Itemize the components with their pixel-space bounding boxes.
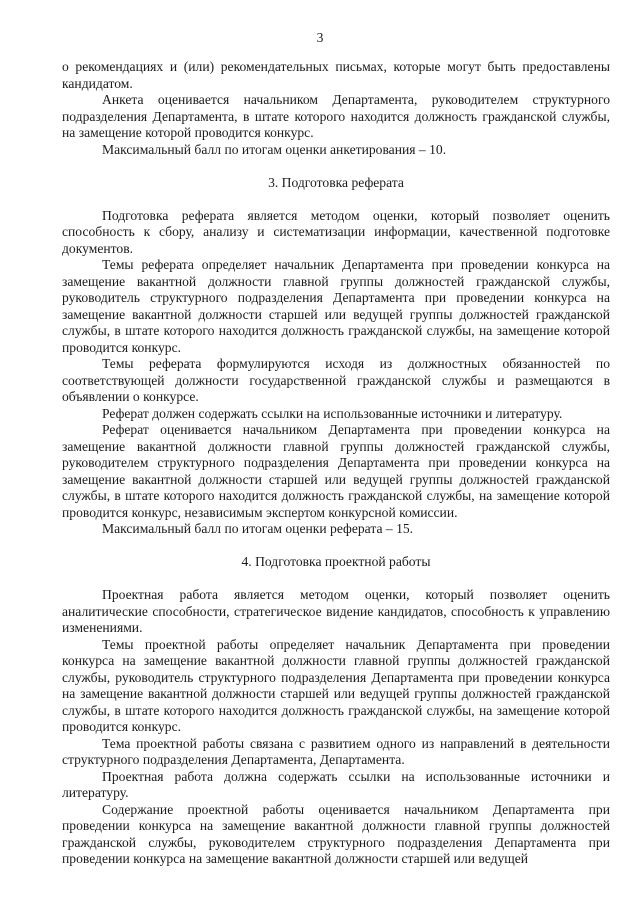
section-3-paragraph: Максимальный балл по итогам оценки реферата – 15. — [102, 521, 414, 536]
section-3-heading: 3. Подготовка реферата — [268, 174, 404, 190]
spacer — [62, 158, 610, 175]
spacer — [62, 191, 610, 208]
section-4-heading: 4. Подготовка проектной работы — [241, 554, 431, 569]
section-4-paragraph: Содержание проектной работы оценивается начальником Департамента при проведении конкурса на замещение вакантной должности главной группы должностей гражданской службы, руководителем структурного подразделения Департамента при проведении конкурса на замещение вакантной должности старшей или ведущей — [62, 801, 610, 866]
paragraph-intro-continuation: о рекомендациях и (или) рекомендательных письмах, которые могут быть предоставлены кандидатом. — [62, 59, 610, 91]
paragraph-questionnaire-max-score: Максимальный балл по итогам оценки анкетирования – 10. — [102, 141, 447, 157]
spacer — [62, 571, 610, 588]
section-4-paragraph: Темы проектной работы определяет начальник Департамента при проведении конкурса на замещение вакантной должности главной группы должностей гражданской службы, руководитель структурного подразделения Департамента при проведении конкурса на замещение вакантной должности старшей или ведущей группы должностей гражданской службы, в штате которого находится должность гражданской службы, на замещение которой проводится конкурс. — [62, 636, 610, 734]
spacer — [62, 538, 610, 555]
section-3-paragraph: Темы реферата формулируются исходя из должностных обязанностей по соответствующей должности государственной гражданской службы и размещаются в объявлении о конкурсе. — [62, 356, 610, 404]
section-3-paragraph: Реферат должен содержать ссылки на использованные источники и литературу. — [102, 405, 563, 421]
section-4-paragraph: Проектная работа должна содержать ссылки на использованные источники и литературу. — [62, 768, 610, 800]
section-3-paragraph: Реферат оценивается начальником Департамента при проведении конкурса на замещение вакантной должности главной группы должностей гражданской службы, руководителем структурного подразделения Департамента при проведении конкурса на замещение вакантной должности старшей или ведущей группы должностей гражданской службы, в штате которого находится должность гражданской службы, на замещение которой проводится конкурс, независимым экспертом конкурсной комиссии. — [62, 422, 610, 520]
section-4-paragraph: Проектная работа является методом оценки, который позволяет оценить аналитические способности, стратегическое видение кандидатов, способность к управлению изменениями. — [62, 587, 610, 635]
paragraph-questionnaire-evaluation: Анкета оценивается начальником Департамента, руководителем структурного подразделения Департамента, в штате которого находится должность гражданской службы, на замещение которой проводится конкурс. — [62, 92, 610, 140]
document-body — [62, 59, 610, 868]
section-4-paragraph: Тема проектной работы связана с развитием одного из направлений в деятельности структурного подразделения Департамента, Департамента. — [62, 735, 610, 767]
section-3-paragraph: Темы реферата определяет начальник Департамента при проведении конкурса на замещение вакантной должности главной группы должностей гражданской службы, руководитель структурного подразделения Департамента при проведении конкурса на замещение вакантной должности старшей или ведущей группы должностей гражданской службы, в штате которого находится должность гражданской службы, на замещение которой проводится конкурс. — [62, 257, 610, 355]
section-3-paragraph: Подготовка реферата является методом оценки, который позволяет оценить способность к сбору, анализу и систематизации информации, качественной подготовке документов. — [62, 207, 610, 256]
page-number: 3 — [316, 30, 324, 45]
